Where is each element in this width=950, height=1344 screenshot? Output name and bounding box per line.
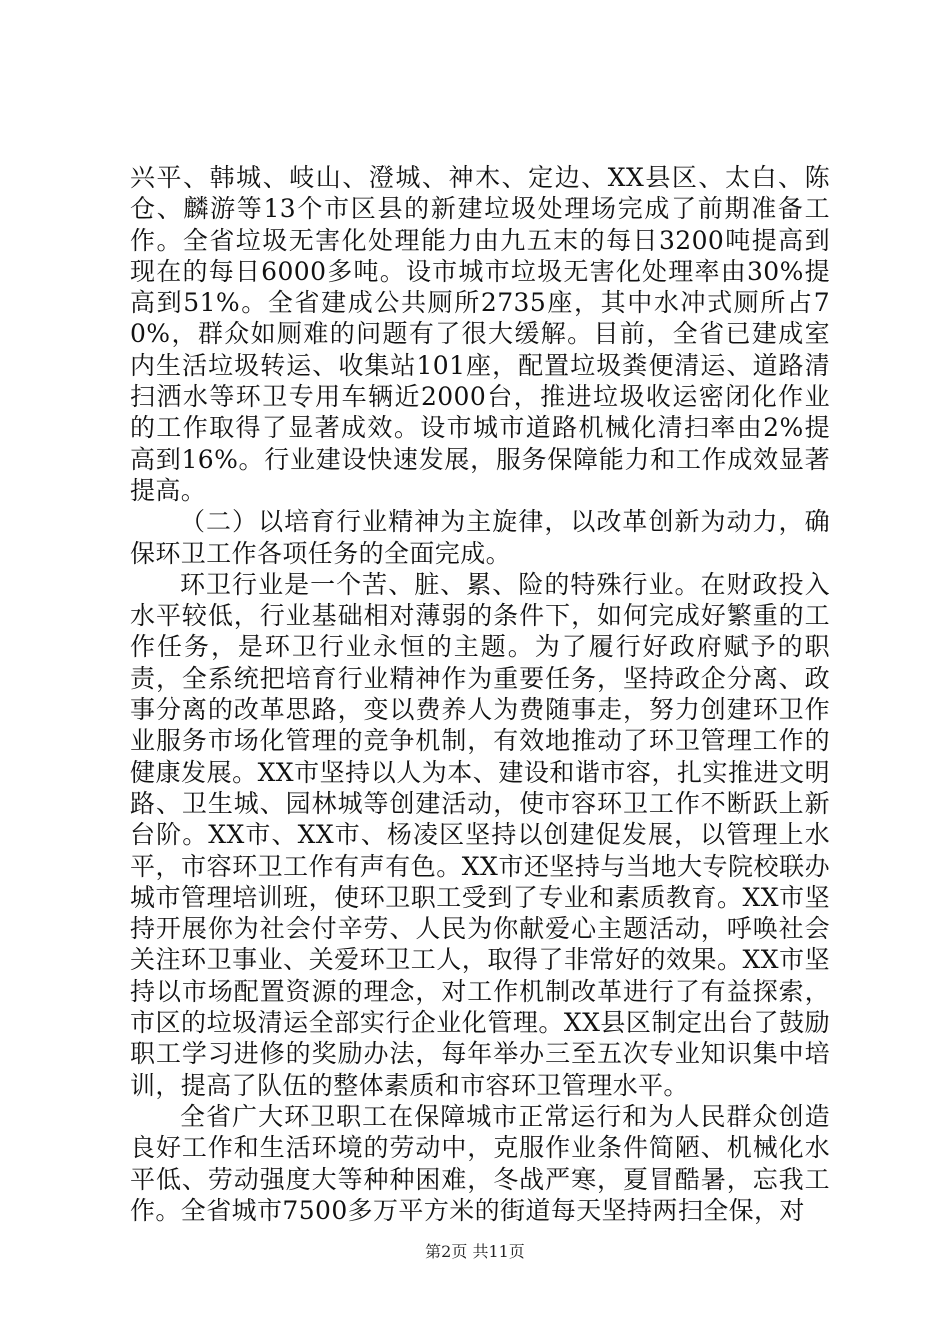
section-heading: （二）以培育行业精神为主旋律，以改革创新为动力，确保环卫工作各项任务的全面完成。 — [130, 507, 830, 568]
paragraph-continuation: 兴平、韩城、岐山、澄城、神木、定边、XX县区、太白、陈仓、麟游等13个市区县的新建垃圾处理场完成了前期准备工作。全省垃圾无害化处理能力由九五末的每日3200吨提高到现在的每日6000多吨。设市城市垃圾无害化处理率由30%提高到51%。全省建成公共厕所2735座，其中水冲式厕所占70%，群众如厕难的问题有了很大缓解。目前，全省已建成室内生活垃圾转运、收集站101座，配置垃圾粪便清运、道路清扫洒水等环卫专用车辆近2000台，推进垃圾收运密闭化作业的工作取得了显著成效。设市城市道路机械化清扫率由2%提高到16%。行业建设快速发展，服务保障能力和工作成效显著提高。 — [130, 163, 830, 505]
paragraph: 全省广大环卫职工在保障城市正常运行和为人民群众创造良好工作和生活环境的劳动中，克服作业条件简陋、机械化水平低、劳动强度大等种种困难，冬战严寒，夏冒酷暑，忘我工作。全省城市7500多万平方米的街道每天坚持两扫全保，对 — [130, 1101, 830, 1225]
document-body — [130, 162, 830, 1226]
page-number-footer: 第2页 共11页 — [425, 1242, 525, 1261]
paragraph: 环卫行业是一个苦、脏、累、险的特殊行业。在财政投入水平较低，行业基础相对薄弱的条件下，如何完成好繁重的工作任务，是环卫行业永恒的主题。为了履行好政府赋予的职责，全系统把培育行业精神作为重要任务，坚持政企分离、政事分离的改革思路，变以费养人为费随事走，努力创建环卫作业服务市场化管理的竞争机制，有效地推动了环卫管理工作的健康发展。XX市坚持以人为本、建设和谐市容，扎实推进文明路、卫生城、园林城等创建活动，使市容环卫工作不断跃上新台阶。XX市、XX市、杨凌区坚持以创建促发展，以管理上水平，市容环卫工作有声有色。XX市还坚持与当地大专院校联办城市管理培训班，使环卫职工受到了专业和素质教育。XX市坚持开展你为社会付辛劳、人民为你献爱心主题活动，呼唤社会关注环卫事业、关爱环卫工人，取得了非常好的效果。XX市坚持以市场配置资源的理念，对工作机制改革进行了有益探索，市区的垃圾清运全部实行企业化管理。XX县区制定出台了鼓励职工学习进修的奖励办法，每年举办三至五次专业知识集中培训，提高了队伍的整体素质和市容环卫管理水平。 — [130, 569, 830, 1100]
